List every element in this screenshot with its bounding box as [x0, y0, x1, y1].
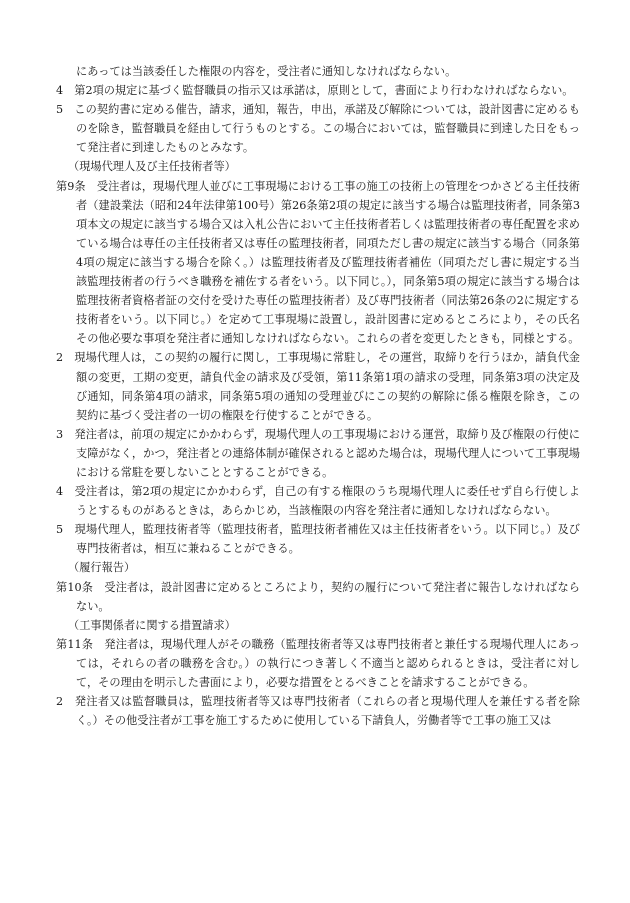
- paragraph-item-4: 4 第2項の規定に基づく監督職員の指示又は承諾は，原則として，書面により行わなければならない。: [56, 84, 574, 98]
- article-10: 第10条 受注者は，設計図書に定めるところにより，契約の履行について発注者に報告しなければならない。: [56, 580, 580, 613]
- section-heading: （履行報告）: [68, 561, 136, 575]
- article-11-item-2: 2 発注者又は監督職員は，監理技術者等又は専門技術者（これらの者と現場代理人を兼任する者を除く。）その他受注者が工事を施工するために使用している下請負人，労働者等で工事の施工又は: [56, 695, 580, 728]
- section-heading: （工事関係者に関する措置請求）: [68, 618, 236, 632]
- section-heading: （現場代理人及び主任技術者等）: [68, 160, 236, 174]
- article-9-item-5: 5 現場代理人，監理技術者等（監理技術者，監理技術者補佐又は主任技術者をいう。以下同じ。）及び専門技術者は，相互に兼ねることができる。: [56, 523, 580, 556]
- paragraph-item-5: 5 この契約書に定める催告，請求，通知，報告，申出，承諾及び解除については，設計図書に定めるものを除き，監督職員を経由して行うものとする。この場合においては，監督職員に到達した日をもって発注者に到達したものとみなす。: [56, 103, 580, 155]
- article-9-item-4: 4 受注者は，第2項の規定にかかわらず，自己の有する権限のうち現場代理人に委任せず自ら行使しようとするものがあるときは，あらかじめ，当該権限の内容を発注者に通知しなければならない。: [56, 485, 580, 518]
- article-9-item-3: 3 発注者は，前項の規定にかかわらず，現場代理人の工事現場における運営，取締り及び権限の行使に支障がなく，かつ，発注者との連絡体制が確保されると認めた場合は，現場代理人について工事現場における常駐を要しないこととすることができる。: [56, 427, 580, 479]
- article-9-item-2: 2 現場代理人は，この契約の履行に関し，工事現場に常駐し，その運営，取締りを行うほか，請負代金額の変更，工期の変更，請負代金の請求及び受領，第11条第1項の請求の受理，同条第3項の決定及び通知，同条第4項の請求，同条第5項の通知の受理並びにこの契約の解除に係る権限を除き，この契約に基づく受注者の一切の権限を行使することができる。: [56, 351, 580, 422]
- article-9: 第9条 受注者は，現場代理人並びに工事現場における工事の施工の技術上の管理をつかさどる主任技術者（建設業法（昭和24年法律第100号）第26条第2項の規定に該当する場合は監理技術者，同条第3項本文の規定に該当する場合又は入札公告において主任技術者若しくは監理技術者の専任配置を求めている場合は専任の主任技術者又は専任の監理技術者，同項ただし書の規定に該当する場合（同条第4項の規定に該当する場合を除く。）は監理技術者及び監理技術者補佐（同項ただし書に規定する当該監理技術者の行うべき職務を補佐する者をいう。以下同じ。），同条第5項の規定に該当する場合は監理技術者資格者証の交付を受けた専任の監理技術者）及び専門技術者（同法第26条の2に規定する技術者をいう。以下同じ。）を定めて工事現場に設置し，設計図書に定めるところにより，その氏名その他必要な事項を発注者に通知しなければならない。これらの者を変更したときも，同様とする。: [56, 179, 580, 346]
- article-11: 第11条 発注者は，現場代理人がその職務（監理技術者等又は専門技術者と兼任する現場代理人にあっては，それらの者の職務を含む。）の執行につき著しく不適当と認められるときは，受注者に対して，その理由を明示した書面により，必要な措置をとるべきことを請求することができる。: [56, 637, 580, 689]
- paragraph-continued: にあっては当該委任した権限の内容を，受注者に通知しなければならない。: [76, 65, 457, 78]
